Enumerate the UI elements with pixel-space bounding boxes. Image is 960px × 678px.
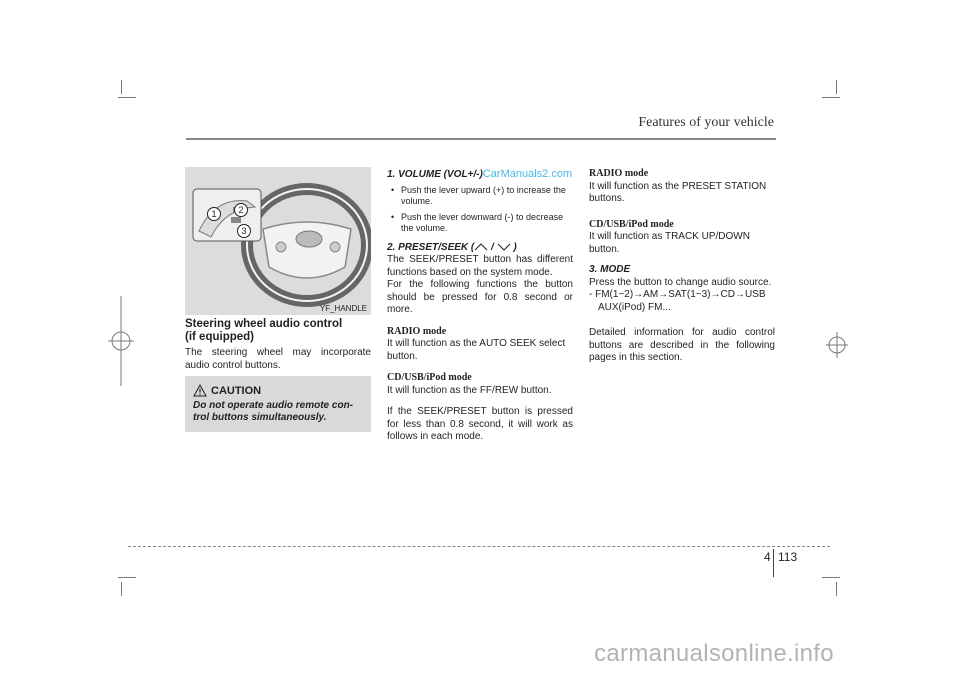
callout-3: 3 — [237, 224, 251, 238]
preset-hold-note: For the following functions the button should be pressed for 0.8 second or more. — [387, 279, 573, 315]
site-watermark: carmanualsonline.info — [594, 640, 834, 667]
page-number: 113 — [778, 550, 798, 564]
steering-wheel-figure — [185, 167, 371, 315]
preset-description: The SEEK/PRESET button has different functions based on the system mode. — [387, 254, 573, 278]
intro-text: The steering wheel may incorporate audio control buttons. — [185, 347, 371, 371]
cd-mode-text: It will function as TRACK UP/DOWN button. — [589, 231, 750, 255]
volume-bullet-list — [387, 185, 573, 234]
mode-text: Press the button to change audio source. — [589, 276, 772, 288]
preset-seek-heading: 2. PRESET/SEEK ( / ) — [387, 241, 517, 253]
crop-mark — [118, 97, 136, 98]
caution-body: Do not operate audio remote con- trol buttons simultaneously. — [193, 400, 354, 423]
callout-2: 2 — [234, 203, 248, 217]
caution-title: CAUTION — [211, 385, 262, 397]
callout-1: 1 — [207, 207, 221, 221]
list-item: • Push the lever upward (+) to increase the volume. — [391, 184, 566, 206]
header-rule — [186, 138, 776, 140]
cd-mode-heading: CD/USB/iPod mode — [387, 372, 472, 383]
chevron-down-icon — [497, 243, 511, 251]
crop-mark — [121, 582, 122, 596]
short-press-text: If the SEEK/PRESET button is pressed for less than 0.8 second, it will work as follows in each mode. — [387, 406, 573, 442]
section-heading: Steering wheel audio control — [185, 318, 343, 330]
cd-mode-text: It will function as the FF/REW button. — [387, 384, 552, 396]
radio-mode-heading: RADIO mode — [387, 325, 447, 337]
left-column — [185, 318, 371, 372]
chapter-number: 4 — [764, 550, 771, 564]
registration-mark — [108, 296, 136, 386]
registration-mark — [826, 330, 848, 360]
middle-column — [387, 168, 573, 444]
crop-mark — [836, 582, 837, 596]
cd-mode-heading: CD/USB/iPod mode — [589, 218, 674, 230]
crop-mark — [822, 577, 840, 578]
detail-text: Detailed information for audio control buttons are described in the following pages in this section. — [589, 327, 775, 363]
radio-mode-text: It will function as the AUTO SEEK select button. — [387, 338, 566, 362]
right-column — [589, 168, 775, 365]
section-title: Features of your vehicle — [638, 115, 774, 130]
section-heading-qualifier: (if equipped) — [185, 331, 254, 343]
crop-mark — [822, 97, 840, 98]
chevron-up-icon — [474, 243, 488, 251]
caution-box — [185, 376, 371, 432]
crop-mark — [118, 577, 136, 578]
crop-mark — [836, 80, 837, 94]
figure-caption: YF_HANDLE — [319, 304, 367, 313]
footer-rule — [128, 546, 830, 547]
crop-mark — [121, 80, 122, 94]
list-item: • Push the lever downward (-) to decrease the volume. — [391, 211, 564, 233]
page-number-divider — [773, 549, 774, 577]
steering-wheel-illustration — [185, 167, 371, 315]
mode-heading: 3. MODE — [589, 264, 631, 275]
source-sequence-continued: AUX(iPod) FM... — [598, 301, 671, 313]
volume-heading: 1. VOLUME (VOL+/-)CarManuals2.com — [387, 168, 573, 180]
watermark-text: CarManuals2.com — [482, 168, 573, 180]
radio-mode-text: It will function as the PRESET STATION buttons. — [589, 180, 767, 204]
radio-mode-heading: RADIO mode — [589, 168, 649, 179]
warning-triangle-icon — [193, 384, 207, 397]
source-sequence: - FM(1~2)→AM→SAT(1~3)→CD→USB — [589, 289, 766, 300]
